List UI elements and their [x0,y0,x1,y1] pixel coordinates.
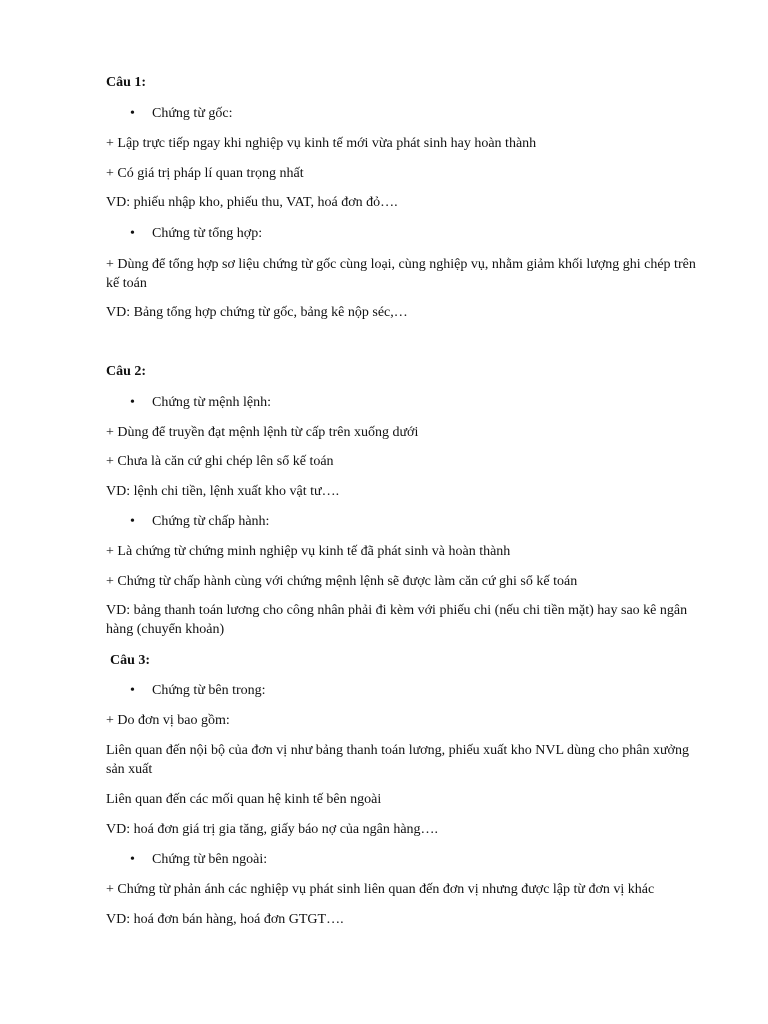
bullet-label: Chứng từ gốc: [152,106,233,121]
bullet-label: Chứng từ mệnh lệnh: [152,395,271,410]
text-line: VD: phiếu nhập kho, phiếu thu, VAT, hoá đơn đỏ…. [106,195,398,210]
text-line: + Chứng từ chấp hành cùng với chứng mệnh lệnh sẽ được làm căn cứ ghi sổ kế toán [106,574,578,589]
bullet-label: Chứng từ tổng hợp: [152,226,263,241]
bullet-icon: • [130,683,135,698]
bullet-label: Chứng từ bên trong: [152,683,266,698]
text-line: + Lập trực tiếp ngay khi nghiệp vụ kinh tế mới vừa phát sinh hay hoàn thành [106,136,537,151]
section-heading-1: Câu 1: [106,75,147,90]
bullet-icon: • [130,395,135,410]
text-line: + Chứng từ phản ánh các nghiệp vụ phát sinh liên quan đến đơn vị nhưng được lập từ đơn vị khác [106,882,655,897]
text-line: VD: lệnh chi tiền, lệnh xuất kho vật tư…. [106,484,340,499]
section-heading-2: Câu 2: [106,364,147,379]
text-line: VD: hoá đơn giá trị gia tăng, giấy báo nợ của ngân hàng…. [106,822,439,837]
bullet-icon: • [130,514,135,529]
text-line: + Là chứng từ chứng minh nghiệp vụ kinh tế đã phát sinh và hoàn thành [106,544,511,559]
text-line: VD: Bảng tổng hợp chứng từ gốc, bảng kê nộp séc,… [106,305,408,320]
text-paragraph: + Dùng để tổng hợp sơ liệu chứng từ gốc cùng loại, cùng nghiệp vụ, nhằm giảm khối lượng ghi chép trên kế toán [106,257,696,291]
section-heading-3: Câu 3: [110,653,151,668]
text-line: + Do đơn vị bao gồm: [106,713,230,728]
text-paragraph: Liên quan đến nội bộ của đơn vị như bảng thanh toán lương, phiếu xuất kho NVL dùng cho phân xưởng sản xuất [106,743,689,777]
bullet-icon: • [130,852,135,867]
bullet-icon: • [130,106,135,121]
text-paragraph: VD: bảng thanh toán lương cho công nhân phải đi kèm với phiếu chi (nếu chi tiền mặt) hay sao kê ngân hàng (chuyển khoản) [106,603,688,637]
text-line: + Dùng để truyền đạt mệnh lệnh từ cấp trên xuống dưới [106,425,419,440]
bullet-label: Chứng từ bên ngoài: [152,852,268,867]
text-line: VD: hoá đơn bán hàng, hoá đơn GTGT…. [106,912,344,927]
bullet-label: Chứng từ chấp hành: [152,514,270,529]
text-line: + Có giá trị pháp lí quan trọng nhất [106,166,304,181]
bullet-icon: • [130,226,135,241]
text-line: Liên quan đến các mối quan hệ kinh tế bên ngoài [106,792,382,807]
text-line: + Chưa là căn cứ ghi chép lên sổ kế toán [106,454,334,469]
